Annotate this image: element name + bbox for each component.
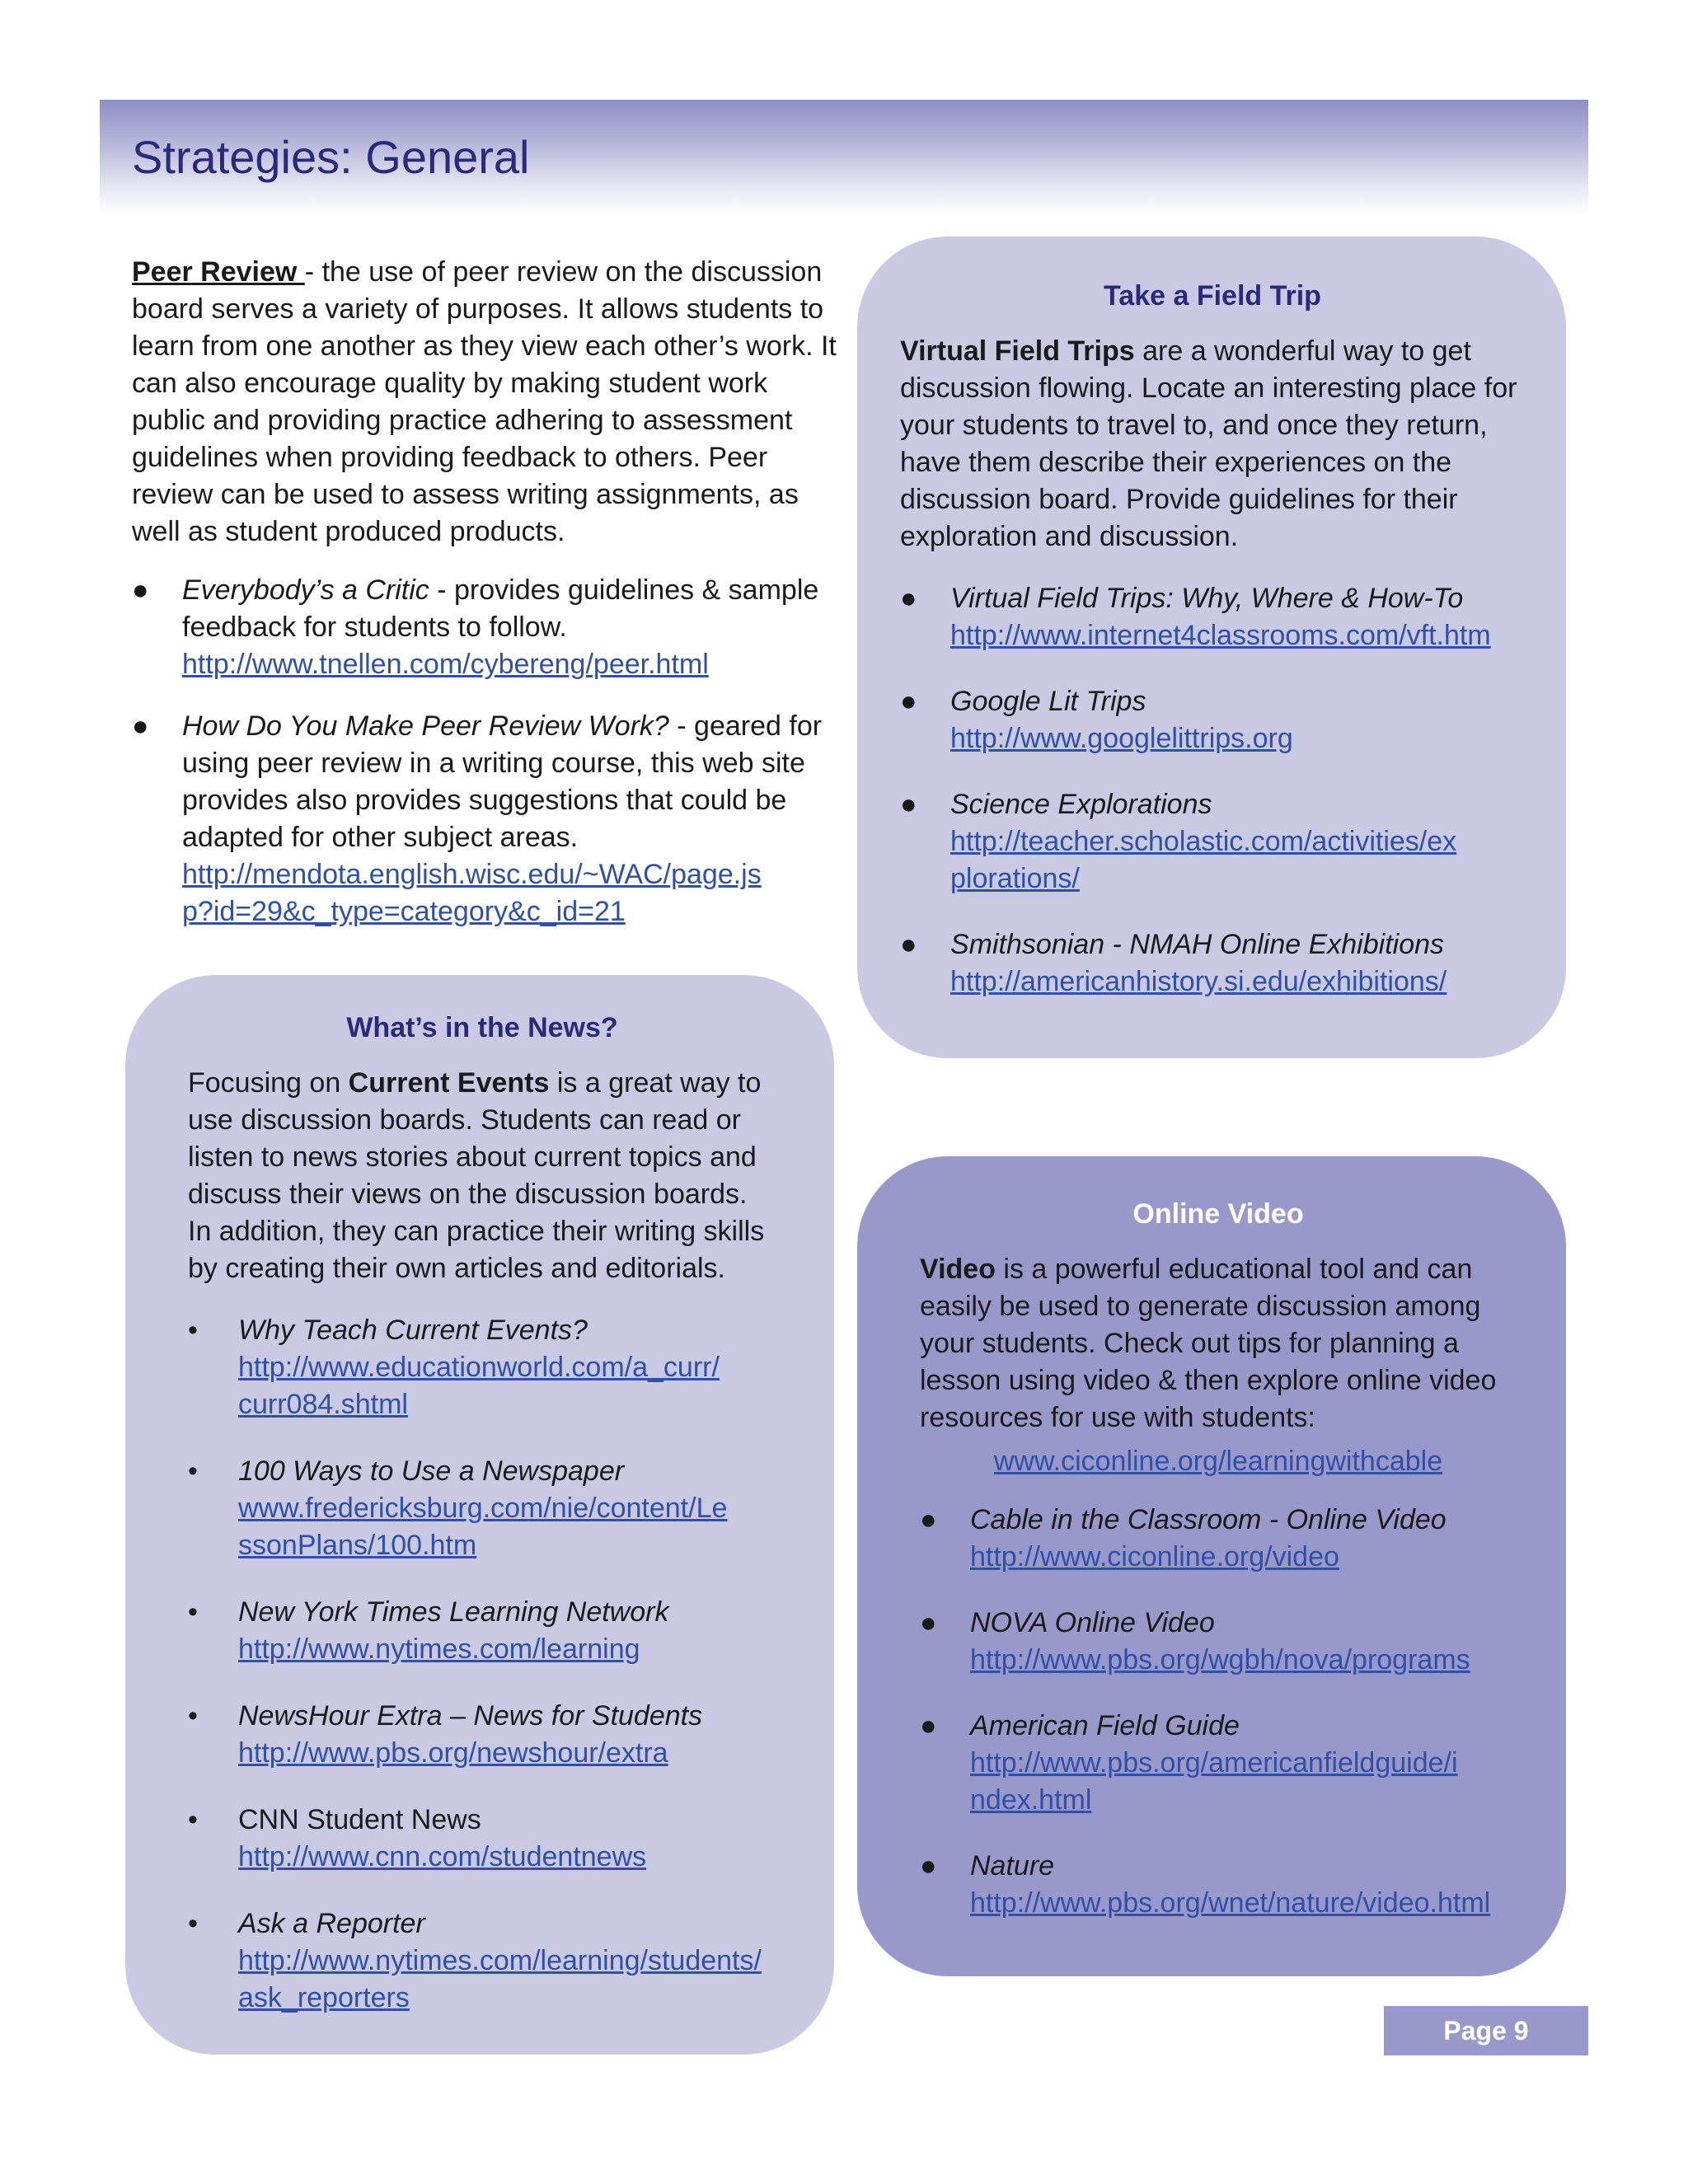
video-title: Online Video — [1132, 1198, 1304, 1230]
resource-title: Everybody’s a Critic — [182, 574, 429, 606]
resource-link[interactable]: www.fredericksburg.com/nie/content/LessonPlans/100.htm — [238, 1493, 728, 1561]
resource-link[interactable]: http://www.cnn.com/studentnews — [238, 1841, 647, 1872]
field-trip-panel — [857, 237, 1566, 1058]
resource-title: NOVA Online Video — [970, 1607, 1215, 1638]
video-main-link[interactable]: www.ciconline.org/learningwithcable — [993, 1446, 1443, 1477]
list-item — [920, 1502, 1517, 1576]
resource-link[interactable]: http://teacher.scholastic.com/activities/explorations/ — [950, 826, 1457, 894]
news-body — [188, 1065, 776, 1287]
list-item — [188, 1802, 776, 1876]
list-item — [900, 580, 1525, 654]
video-panel — [857, 1156, 1566, 1976]
news-list — [188, 1312, 776, 2017]
news-panel — [125, 975, 834, 2055]
peer-review-intro — [132, 254, 841, 551]
resource-link[interactable]: http://mendota.english.wisc.edu/~WAC/page.jsp?id=29&c_type=category&c_id=21 — [182, 859, 762, 927]
bullet-icon: ● — [132, 710, 149, 742]
list-item — [900, 926, 1525, 1001]
video-list — [920, 1502, 1517, 1922]
resource-link[interactable]: http://www.internet4classrooms.com/vft.htm — [950, 620, 1491, 651]
peer-review-text: - the use of peer review on the discussion board serves a variety of purposes. It allows students to learn from one another as they view each other’s work. It can also encourage quality by making student work public and providing practice adhering to assessment guidelines when providing feedback to others. Peer review can be used to assess writing assignments, as well as student produced products. — [132, 256, 837, 547]
resource-link[interactable]: http://www.googlelittrips.org — [950, 723, 1293, 754]
field-trip-text: are a wonderful way to get discussion flowing. Locate an interesting place for your students to travel to, and once they return, have them describe their experiences on the discussion board. Provide guidelines for their exploration and discussion. — [900, 335, 1517, 552]
bullet-icon: • — [188, 1908, 198, 1939]
bullet-icon: ● — [132, 574, 149, 606]
bullet-icon: • — [188, 1804, 198, 1835]
resource-link[interactable]: http://americanhistory.si.edu/exhibitions/ — [950, 966, 1447, 997]
bullet-icon: • — [188, 1596, 198, 1628]
bullet-icon: ● — [920, 1710, 937, 1741]
field-trip-list — [900, 580, 1525, 1001]
page-title: Strategies: General — [132, 131, 530, 183]
list-item — [900, 786, 1525, 898]
list-item — [920, 1848, 1517, 1922]
bullet-icon: ● — [900, 929, 917, 960]
resource-title: Science Explorations — [950, 789, 1212, 820]
news-text: is a great way to use discussion boards. Students can read or listen to news stories about current topics and discuss their views on the discussion boards. In addition, they can practice their writing skills by creating their own articles and editorials. — [188, 1067, 765, 1284]
video-lead: Video — [920, 1254, 996, 1285]
resource-title: New York Times Learning Network — [238, 1596, 669, 1628]
video-main-link-row — [920, 1443, 1517, 1480]
bullet-icon: ● — [920, 1850, 937, 1882]
list-item — [900, 683, 1525, 757]
resource-title: CNN Student News — [238, 1804, 481, 1835]
resource-title: Why Teach Current Events? — [238, 1315, 588, 1346]
peer-review-term: Peer Review — [132, 256, 305, 288]
resource-title: Nature — [970, 1850, 1055, 1882]
resource-title: NewsHour Extra – News for Students — [238, 1700, 703, 1732]
resource-link[interactable]: http://www.educationworld.com/a_curr/curr084.shtml — [238, 1352, 720, 1420]
peer-review-list — [132, 572, 841, 930]
resource-title: How Do You Make Peer Review Work? — [182, 710, 669, 742]
resource-title: Virtual Field Trips: Why, Where & How-To — [950, 583, 1464, 614]
resource-title: American Field Guide — [970, 1710, 1240, 1741]
bullet-icon: • — [188, 1700, 198, 1732]
news-text-pre: Focusing on — [188, 1067, 349, 1099]
list-item — [132, 708, 841, 930]
field-trip-body — [900, 333, 1525, 555]
video-text: is a powerful educational tool and can easily be used to generate discussion among your students. Check out tips for planning a lesson using video & then explore online video resources for use with students: — [920, 1254, 1497, 1433]
resource-link[interactable]: http://www.pbs.org/newshour/extra — [238, 1737, 668, 1769]
list-item — [188, 1594, 776, 1668]
bullet-icon: ● — [900, 686, 917, 717]
resource-title: Ask a Reporter — [238, 1908, 425, 1939]
field-trip-lead: Virtual Field Trips — [900, 335, 1135, 367]
resource-title: 100 Ways to Use a Newspaper — [238, 1455, 625, 1487]
resource-link[interactable]: http://www.nytimes.com/learning — [238, 1633, 640, 1665]
field-trip-title: Take a Field Trip — [1104, 280, 1321, 312]
resource-title: Cable in the Classroom - Online Video — [970, 1504, 1447, 1535]
news-title: What’s in the News? — [346, 1012, 618, 1043]
bullet-icon: ● — [900, 583, 917, 614]
resource-link[interactable]: http://www.ciconline.org/video — [970, 1541, 1339, 1572]
page-number-badge: Page 9 — [1384, 2006, 1588, 2055]
list-item — [920, 1708, 1517, 1819]
bullet-icon: ● — [920, 1607, 937, 1638]
list-item — [188, 1453, 776, 1564]
news-lead: Current Events — [348, 1067, 550, 1099]
list-item — [132, 572, 841, 683]
resource-link[interactable]: http://www.pbs.org/wgbh/nova/programs — [970, 1644, 1470, 1675]
list-item — [188, 1312, 776, 1423]
resource-link[interactable]: http://www.nytimes.com/learning/students/ask_reporters — [238, 1945, 762, 2013]
resource-link[interactable]: http://www.pbs.org/wnet/nature/video.html — [970, 1887, 1491, 1919]
resource-desc: - geared for using peer review in a writing course, this web site provides also provides suggestions that could be adapted for other subject areas. — [182, 710, 823, 853]
peer-review-section — [132, 254, 841, 955]
resource-title: Google Lit Trips — [950, 686, 1146, 717]
resource-desc: - provides guidelines & sample feedback for students to follow. — [182, 574, 819, 643]
resource-title: Smithsonian - NMAH Online Exhibitions — [950, 929, 1445, 960]
video-body — [920, 1251, 1517, 1436]
bullet-icon: ● — [900, 789, 917, 820]
resource-link[interactable]: http://www.pbs.org/americanfieldguide/index.html — [970, 1747, 1458, 1816]
bullet-icon: ● — [920, 1504, 937, 1535]
bullet-icon: • — [188, 1315, 198, 1346]
resource-link[interactable]: http://www.tnellen.com/cybereng/peer.html — [182, 649, 709, 680]
list-item — [188, 1905, 776, 2017]
list-item — [920, 1605, 1517, 1679]
list-item — [188, 1698, 776, 1772]
bullet-icon: • — [188, 1455, 198, 1487]
